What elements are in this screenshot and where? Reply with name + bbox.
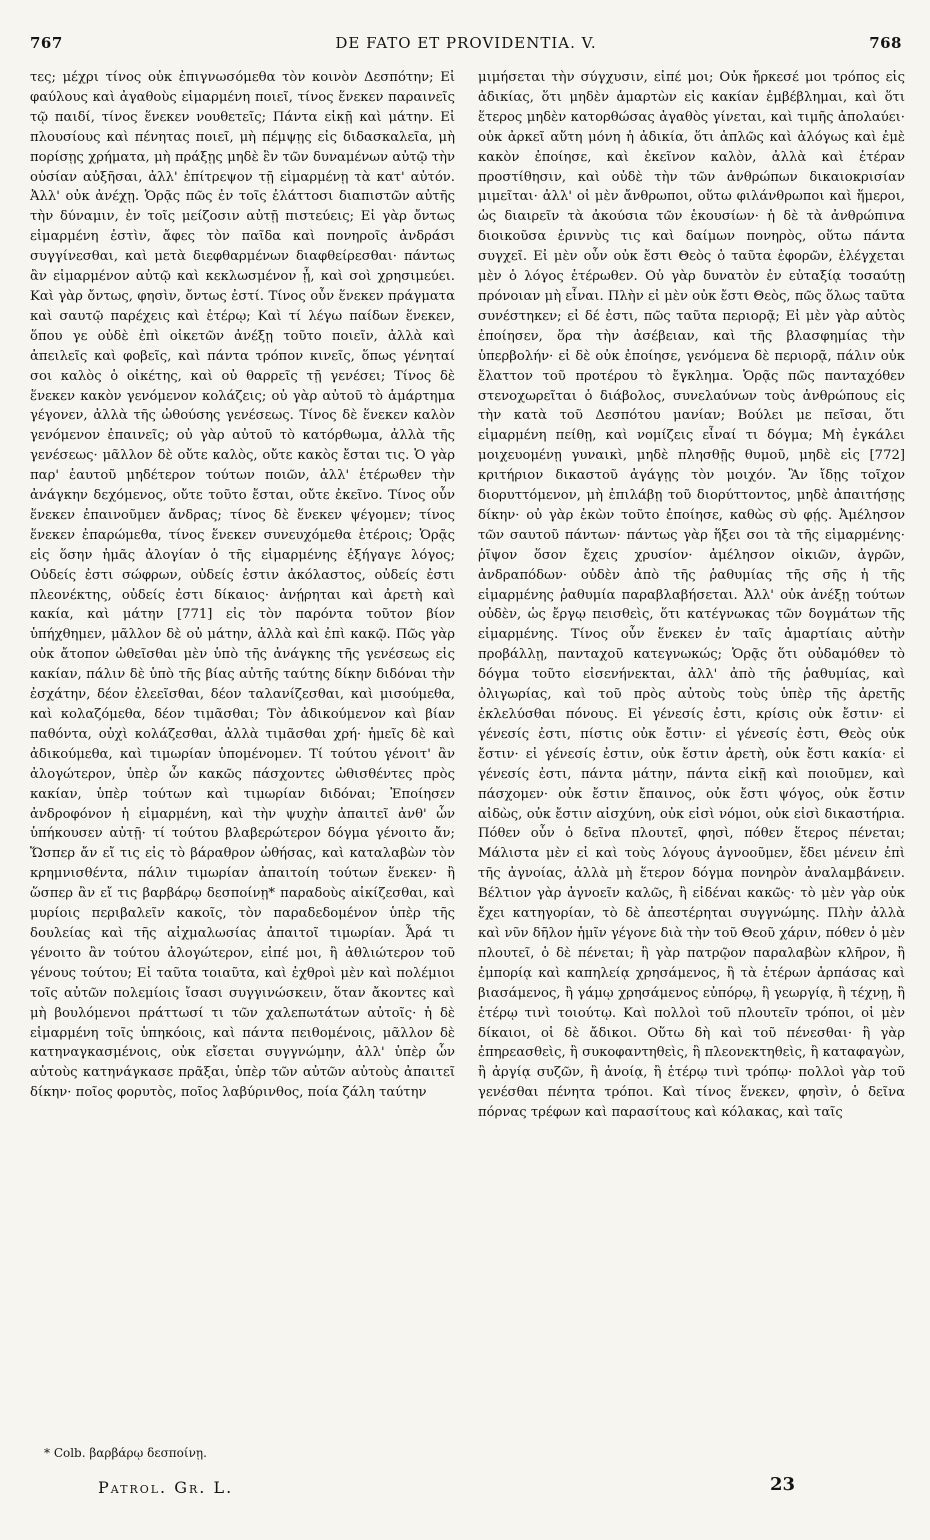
running-title: DE FATO ET PROVIDENTIA. V. (335, 34, 597, 52)
column-number-left: 767 (30, 34, 63, 52)
running-header (30, 34, 902, 58)
volume-signature: Patrol. Gr. L. (98, 1478, 234, 1497)
left-text-column (30, 68, 455, 1103)
sheet-number: 23 (770, 1474, 796, 1495)
right-text-column (478, 68, 905, 1123)
right-column-text: μιμήσεται τὴν σύγχυσιν, εἰπέ μοι; Οὐκ ἤρκεσέ μοι τρόπος εἰς ἀδικίας, ὅτι μηδὲν ἁμαρτὼν εἰς κακίαν ἐμβέβλημαι, καὶ ὅτι ἕτερος μηδὲν κατορθώσας ἀγαθὸς γίνεται, καὶ τιμῆς ἀπολαύει· οὐκ ἀρκεῖ αὕτη μόνη ἡ ἀδικία, ὅτι ἁπλῶς καὶ ἀλόγως καὶ ἐμὲ κακὸν ἐποίησε, καὶ ἐκεῖνον καλὸν, ἀλλὰ καὶ ἑτέραν προστίθησιν, καὶ οὐδὲ τὴν τῶν ἀνθρώπων δικαιοκρισίαν μιμεῖται· ἀλλ' οἱ μὲν ἄνθρωποι, οὕτω φιλάνθρωποι καὶ ἥμεροι, ὡς διαιρεῖν τὰ ἀκούσια τῶν ἑκουσίων· ἡ δὲ τὰ ἀνθρώπινα διοικοῦσα ἐριννὺς τις καὶ δαίμων πονηρὸς, οὕτω πάντα συγχεῖ. Εἰ μὲν οὖν οὐκ ἔστι Θεὸς ὁ ταῦτα ἐφορῶν, ἐλέγχεται μὲν ὁ λόγος ἑτέρωθεν. Οὐ γὰρ δυνατὸν ἐν εὐταξίᾳ τοσαύτῃ πρόνοιαν μὴ εἶναι. Πλὴν εἰ μὲν οὐκ ἔστι Θεὸς, πῶς ὅλως ταῦτα συνέστηκεν; εἰ δέ ἐστι, πῶς ταῦτα περιορᾷ; Εἰ μὲν γὰρ αὐτὸς ἐποίησεν, ὅρα τὴν ἀσέβειαν, καὶ τῆς βλασφημίας τὴν ὑπερβολήν· εἰ δὲ οὐκ ἐποίησε, γενόμενα δὲ περιορᾷ, πάλιν οὐκ ἔλαττον τοῦ προτέρου τὸ ἔγκλημα. Ὁρᾷς πῶς πανταχόθεν στενοχωρεῖται ὁ διάβολος, συνελαύνων τοὺς ἀνθρώπους εἰς τὴν κατὰ τοῦ Δεσπότου μανίαν; Βούλει με πεῖσαι, ὅτι εἱμαρμένη πείθῃ, καὶ νομίζεις εἶναί τι δόγμα; Μὴ ἐγκάλει μοιχευομένῃ γυναικὶ, μηδὲ πλησθῇς θυμοῦ, μηδὲ εἰς [772] κριτήριον δικαστοῦ ἀγάγῃς τὸν μοιχόν. Ἂν ἴδῃς τοῖχον διορυττόμενον, μὴ ἐπιλάβῃ τοῦ διορύττοντος, μηδὲ ἀπαιτήσῃς δίκην· οὐ γὰρ ἑκὼν τοῦτο ἐποίησε, καθὼς σὺ φῄς. Ἀμέλησον τῶν σαυτοῦ πάντων· πάντως γὰρ ἥξει σοι τὰ τῆς εἱμαρμένης· ῥῖψον ὅσον ἔχεις χρυσίον· ἀμέλησον οἰκιῶν, ἀγρῶν, ἀνδραπόδων· οὐδὲν ἀπὸ τῆς ῥαθυμίας τῆς σῆς ἡ τῆς εἱμαρμένης ῥαθυμία παραβλαβήσεται. Ἀλλ' οὐκ ἀνέξῃ τούτων οὐδὲν, ὡς ἔργῳ πεισθεὶς, ὅτι κατέγνωκας τῶν δογμάτων τῆς εἱμαρμένης. Τίνος οὖν ἕνεκεν ἐν ταῖς ἁμαρτίαις αὐτὴν προβάλλῃ, πανταχοῦ κατεγνωκώς; Ὁρᾷς ὅτι οὐδαμόθεν τὸ δόγμα τοῦτο εἰσενήνεκται, ἀλλ' ἀπὸ τῆς ῥαθυμίας, καὶ ὀλιγωρίας, καὶ τοῦ πρὸς αὐτοὺς τοὺς ὑπὲρ τῆς ἀρετῆς ἐκλελύσθαι πόνους. Εἰ γένεσίς ἐστι, κρίσις οὐκ ἔστιν· εἰ γένεσίς ἐστι, πίστις οὐκ ἔστιν· εἰ γένεσίς ἐστι, Θεὸς οὐκ ἔστιν· εἰ γένεσίς ἐστιν, οὐκ ἔστιν ἀρετὴ, οὐκ ἔστι κακία· εἰ γένεσίς ἐστι, πάντα μάτην, πάντα εἰκῇ καὶ ποιοῦμεν, καὶ πάσχομεν· οὐκ ἔστιν ἔπαινος, οὐκ ἔστι ψόγος, οὐκ ἔστιν αἰδὼς, οὐκ ἔστιν αἰσχύνη, οὐκ εἰσὶ νόμοι, οὐκ εἰσὶ δικαστήρια. Πόθεν οὖν ὁ δεῖνα πλουτεῖ, φησὶ, πόθεν ἕτερος πένεται; Μάλιστα μὲν εἰ καὶ τοὺς λόγους ἀγνοοῦμεν, ἔδει μένειν ἐπὶ τῆς ἀγνοίας, ἀλλὰ μὴ ἕτερον δόγμα πονηρὸν ἀναλαμβάνειν. Βέλτιον γὰρ ἀγνοεῖν καλῶς, ἢ εἰδέναι κακῶς· τὸ μὲν γὰρ οὐκ ἔχει κατηγορίαν, τὸ δὲ ἀπεστέρηται συγγνώμης. Πλὴν ἀλλὰ καὶ νῦν δῆλον ἡμῖν γέγονε διὰ τὴν τοῦ Θεοῦ χάριν, πόθεν ὁ μὲν πλουτεῖ, ὁ δὲ πένεται; ἢ γὰρ πατρῷον παραλαβὼν κλῆρον, ἢ ἐμπορίᾳ καὶ καπηλείᾳ χρησάμενος, ἢ τὰ ἑτέρων ἁρπάσας καὶ βιασάμενος, ἢ γάμῳ χρησάμενος εὐπόρῳ, ἢ γεωργίᾳ, ἢ τέχνῃ, ἢ ἑτέρῳ τινὶ τοιούτῳ. Καὶ πολλοὶ τοῦ πλουτεῖν τρόποι, οἱ μὲν δίκαιοι, οἱ δὲ ἄδικοι. Οὕτω δὴ καὶ τοῦ πένεσθαι· ἢ γὰρ ἐπηρεασθεὶς, ἢ συκοφαντηθεὶς, ἢ πλεονεκτηθεὶς, ἢ καταφαγὼν, ἢ ἀργίᾳ συζῶν, ἢ ἀνοίᾳ, ἢ ἑτέρῳ τινὶ τρόπῳ· πολλοὶ γὰρ τοῦ γενέσθαι πένητα τρόποι. Καὶ τίνος ἕνεκεν, φησὶν, ὁ δεῖνα πόρνας τρέφων καὶ παρασίτους καὶ κόλακας, καὶ ταῖς (478, 70, 905, 1121)
left-column-text: τες; μέχρι τίνος οὐκ ἐπιγνωσόμεθα τὸν κοινὸν Δεσπότην; Εἰ φαύλους καὶ ἀγαθοὺς εἱμαρμένη ποιεῖ, τίνος ἕνεκεν παραινεῖς τῷ παιδί, τίνος ἕνεκεν νουθετεῖς; Πάντα εἰκῇ καὶ μάτην. Εἰ πλουσίους καὶ πένητας ποιεῖ, μὴ πέμψῃς εἰς διδασκαλεῖα, μὴ πορίσῃς χρήματα, μὴ πράξῃς μηδὲ ἓν τῶν δυναμένων αὐτῷ τὴν οὐσίαν αὐξῆσαι, ἀλλ' ἐπίτρεψον τῇ εἱμαρμένῃ τὰ κατ' αὐτόν. Ἀλλ' οὐκ ἀνέχῃ. Ὁρᾷς πῶς ἐν τοῖς ἐλάττοσι διαπιστῶν αὐτῆς τὴν δύναμιν, ἐν τοῖς μείζοσιν αὐτῇ πιστεύεις; Εἰ γὰρ ὄντως εἱμαρμένη ἐστὶν, ἄφες τὸν παῖδα καὶ πονηροῖς ἀνδράσι συγγίνεσθαι, καὶ μετὰ διεφθαρμένων διαφθείρεσθαι· πάντως ἂν εἱμαρμένον αὐτῷ καὶ κεκλωσμένον ᾖ, καὶ σοὶ χρησιμεύει. Καὶ γὰρ ὄντως, φησὶν, ὄντως ἐστί. Τίνος οὖν ἕνεκεν πράγματα καὶ σαυτῷ παρέχεις καὶ ἑτέρῳ; Καὶ τί λέγω παίδων ἕνεκεν, ὅπου γε οὐδὲ ἐπὶ οἰκετῶν ἀνέξῃ τοῦτο ποιεῖν, ἀλλὰ καὶ ἀπειλεῖς καὶ φοβεῖς, καὶ πάντα τρόπον κινεῖς, ὅπως γένηταί σοι καλὸς ὁ οἰκέτης, καὶ οὐ θαρρεῖς τῇ γενέσει; Τίνος δὲ ἕνεκεν κακὸν γενόμενον κολάζεις; οὐ γὰρ αὐτοῦ τὸ ἁμάρτημα γέγονεν, ἀλλὰ τῆς ὠθούσης γενέσεως. Τίνος δὲ ἕνεκεν καλὸν γενόμενον ἐπαινεῖς; οὐ γὰρ αὐτοῦ τὸ κατόρθωμα, ἀλλὰ τῆς γενέσεως· μᾶλλον δὲ οὔτε καλὸς, οὔτε κακὸς ἔσται τις. Ὁ γὰρ παρ' ἑαυτοῦ μηδέτερον τούτων ποιῶν, ἀλλ' ἑτέρωθεν τὴν ἀνάγκην δεχόμενος, οὔτε τοῦτο ἔσται, οὔτε ἐκεῖνο. Τίνος οὖν ἕνεκεν ἐπαινοῦμεν ἄνδρας; τίνος δὲ ἕνεκεν ψέγομεν; τίνος ἕνεκεν ἐπαρώμεθα, τίνος ἕνεκεν συνευχόμεθα ἑτέροις; Ὁρᾷς εἰς ὅσην ἡμᾶς ἀλογίαν ὁ τῆς εἱμαρμένης ἐξήγαγε λόγος; Οὐδείς ἐστι σώφρων, οὐδείς ἐστιν ἀκόλαστος, οὐδείς ἐστι πλεονέκτης, οὐδείς ἐστι δίκαιος· ἀνῄρηται καὶ ἀρετὴ καὶ κακία, καὶ μάτην [771] εἰς τὸν παρόντα τοῦτον βίον ὑπήχθημεν, μᾶλλον δὲ οὐ μάτην, ἀλλὰ καὶ ἐπὶ κακῷ. Πῶς γὰρ οὐκ ἄτοπον ὠθεῖσθαι μὲν ὑπὸ τῆς ἀνάγκης τῆς γενέσεως εἰς κακίαν, πάλιν δὲ ὑπὸ τῆς βίας αὐτῆς ταύτης δίκην διδόναι τὴν ἐσχάτην, δέον ἐλεεῖσθαι, δέον ταλανίζεσθαι, καὶ μισούμεθα, καὶ κολαζόμεθα, δέον τιμᾶσθαι; Τὸν ἀδικούμενον καὶ βίαν παθόντα, οὐχὶ κολάζεσθαι, ἀλλὰ τιμᾶσθαι χρή· ἡμεῖς δὲ καὶ ἀδικούμεθα, καὶ τιμωρίαν ὑπομένομεν. Τί τούτου γένοιτ' ἂν ἀλογώτερον, ὑπὲρ ὧν κακῶς πάσχοντες ὠθισθέντες πρὸς κακίαν, ὑπὲρ τούτων καὶ τιμωρίαν διδόναι; Ἐποίησεν ἀνδροφόνον ἡ εἱμαρμένη, καὶ τὴν ψυχὴν ἀπαιτεῖ ἀνθ' ὧν ὑπήκουσεν αὐτῇ· τί τούτου βλαβερώτερον δόγμα γένοιτο ἄν; Ὥσπερ ἄν εἴ τις εἰς τὸ βάραθρον ὠθήσας, καὶ καταλαβὼν τὸν κρημνισθέντα, πάλιν τιμωρίαν ἀπαιτοίη τούτων ἕνεκεν· ἢ ὥσπερ ἂν εἴ τις βαρβάρῳ δεσποίνῃ* παραδοὺς αἰκίζεσθαι, καὶ μυρίοις περιβαλεῖν κακοῖς, τὸν παραδεδομένον ὑπὲρ τῆς δουλείας καὶ τῆς αἰχμαλωσίας ἀπαιτοῖ τιμωρίαν. Ἆρά τι γένοιτο ἂν τούτου ἀλογώτερον, εἰπέ μοι, ἢ ἀθλιώτερον τοῦ γένους τούτου; Εἰ ταῦτα τοιαῦτα, καὶ ἐχθροὶ μὲν καὶ πολέμιοι τοῖς αὐτῶν πολεμίοις ἴσασι συγγινώσκειν, ὅταν ἄκοντες καὶ μὴ βουλόμενοι πράττωσί τι τῶν χαλεπωτάτων αὐτοῖς· ἡ δὲ εἱμαρμένη τοῖς ὑπηκόοις, καὶ πάντα πειθομένοις, μᾶλλον δὲ κατηναγκασμένοις, οὐκ εἴσεται συγγνώμην, ἀλλ' ὑπὲρ ὧν αὐτοὺς κατηνάγκασε πρᾶξαι, ὑπὲρ τῶν αὐτῶν αὐτοὺς ἀπαιτεῖ δίκην· ποῖος φορυτὸς, ποῖος λαβύρινθος, ποία ζάλη ταύτην (30, 70, 455, 1101)
column-number-right: 768 (869, 34, 902, 52)
footnote: * Colb. βαρβάρῳ δεσποίνῃ. (44, 1446, 207, 1460)
